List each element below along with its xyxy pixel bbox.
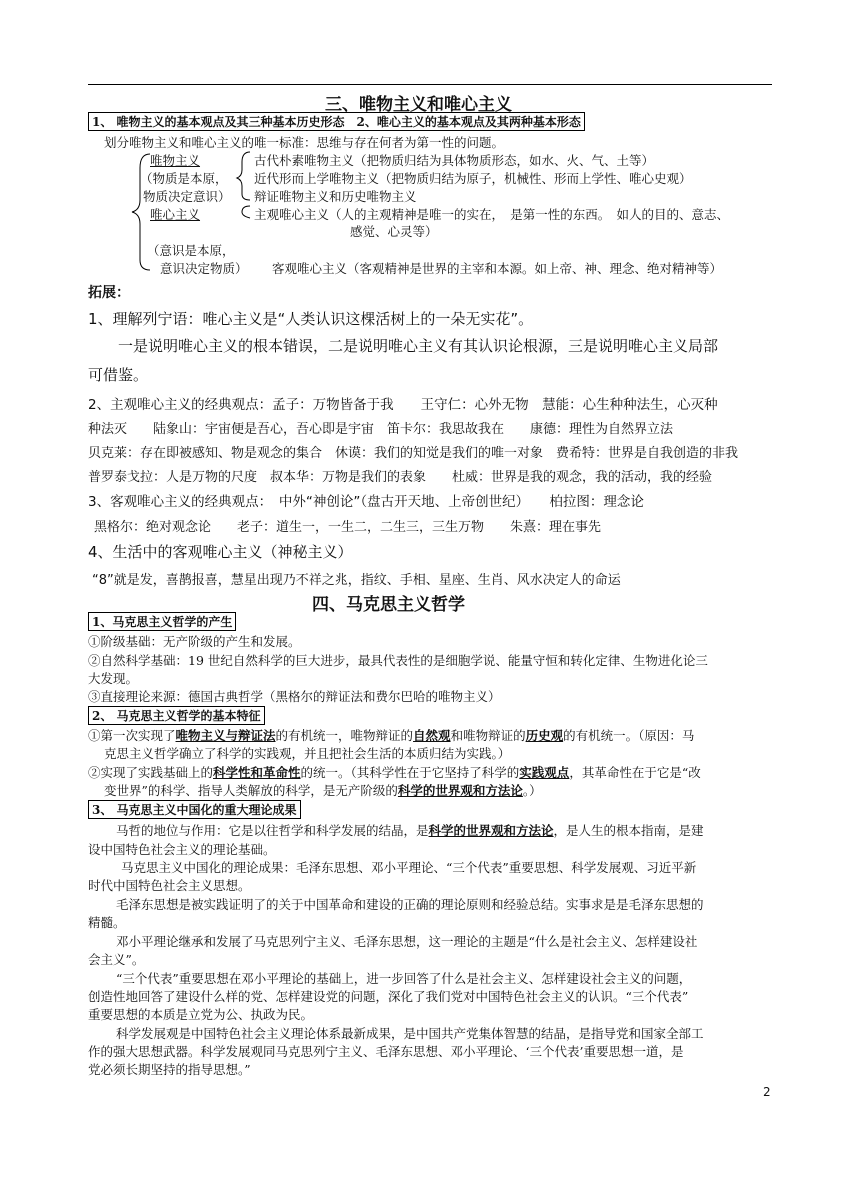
top-rule <box>88 84 772 85</box>
extension-item-1-title: 1、理解列宁语：唯心主义是“人类认识这棵活树上的一朵无实花”。 <box>88 310 534 328</box>
idealism-note-1: （意识是本原， <box>147 243 235 258</box>
feature-2-text: ，其革命性在于它是“改 <box>569 765 701 780</box>
origin-science-basis-a: ②自然科学基础：19 世纪自然科学的巨大进步，最具代表性的是细胞学说、能量守恒和转化定律、生物进化论三 <box>88 653 708 668</box>
feature-2-text: 变世界”的科学、指导人类解放的科学，是无产阶级的 <box>104 783 398 798</box>
feature-1-line-1 <box>88 726 694 744</box>
section-4-box-3: 3、 马克思主义中国化的重大理论成果 <box>88 800 301 819</box>
extension-item-3-line-1: 3、客观唯心主义的经典观点： 中外“神创论”（盘古开天地、上帝创世纪） 柏拉图：理念论 <box>88 494 644 510</box>
form-objective-idealism: 客观唯心主义（客观精神是世界的主宰和本源。如上帝、神、理念、绝对精神等） <box>272 261 723 276</box>
extension-item-2-line-3: 贝克莱：存在即被感知、物是观念的集合 休谟：我们的知觉是我们的唯一对象 费希特：世界是自我创造的非我 <box>88 446 739 461</box>
mao-thought-line-1: 毛泽东思想是被实践证明了的关于中国革命和建设的正确的理论原则和经验总结。实事求是是毛泽东思想的 <box>116 897 704 912</box>
form-dialectical-materialism: 辩证唯物主义和历史唯物主义 <box>254 189 417 204</box>
materialism-note-2: 物质决定意识） <box>143 189 231 204</box>
feature-2-emph-science-revolution: 科学性和革命性 <box>213 765 301 780</box>
extension-item-2-line-2: 种法灭 陆象山：宇宙便是吾心，吾心即是宇宙 笛卡尔：我思故我在 康德：理性为自然界立法 <box>88 422 674 437</box>
materialism-note-1: （物质是本原， <box>140 171 228 186</box>
feature-1-emph-nature-view: 自然观 <box>413 728 451 743</box>
scientific-outlook-line-1: 科学发展观是中国特色社会主义理论体系最新成果，是中国共产党集体智慧的结晶，是指导党和国家全部工 <box>116 1026 704 1041</box>
marxism-role-text: 马哲的地位与作用：它是以往哲学和科学发展的结晶，是 <box>116 823 429 838</box>
feature-2-emph-practice-view: 实践观点 <box>519 765 570 780</box>
feature-1-text: 和唯物辩证的 <box>450 728 526 743</box>
marxism-role-line-1 <box>116 821 704 839</box>
feature-2-line-2 <box>104 781 542 799</box>
three-represents-line-2: 创造性地回答了建设什么样的党、怎样建设党的问题，深化了我们党对中国特色社会主义的认识。“三个代表” <box>88 989 689 1004</box>
origin-class-basis: ①阶级基础：无产阶级的产生和发展。 <box>88 634 301 649</box>
feature-1-text: 的有机统一，唯物辩证的 <box>275 728 414 743</box>
extension-item-1-body-a: 一是说明唯心主义的根本错误，二是说明唯心主义有其认识论根源，三是说明唯心主义局部 <box>118 337 719 355</box>
marxism-role-text: ，是人生的根本指南，是建 <box>553 823 704 838</box>
three-represents-line-1: “三个代表”重要思想在邓小平理论的基础上，进一步回答了什么是社会主义、怎样建设社会主义的问题， <box>116 971 692 986</box>
extension-item-2-line-4: 普罗泰戈拉：人是万物的尺度 叔本华：万物是我们的表象 杜威：世界是我的观念，我的活动，我的经验 <box>88 470 713 485</box>
feature-1-emph-history-view: 历史观 <box>525 728 564 743</box>
extension-item-1-body-b: 可借鉴。 <box>88 366 149 384</box>
idealism-note-2: 意识决定物质） <box>160 261 248 276</box>
marxism-role-line-2: 设中国特色社会主义的理论基础。 <box>88 842 276 857</box>
extension-item-2-line-1: 2、主观唯心主义的经典观点：孟子：万物皆备于我 王守仁：心外无物 慧能：心生种种法生，心灭种 <box>88 397 718 413</box>
extension-item-4-body: “8”就是发，喜鹊报喜，慧星出现乃不祥之兆，指纹、手相、星座、生肖、风水决定人的命运 <box>92 573 621 588</box>
feature-1-line-2: 克思主义哲学确立了科学的实践观，并且把社会生活的本质归结为实践。） <box>104 746 511 761</box>
feature-2-emph-worldview: 科学的世界观和方法论 <box>397 783 523 798</box>
extension-item-3-line-2: 黑格尔：绝对观念论 老子：道生一，一生二，二生三，三生万物 朱熹：理在事先 <box>94 520 602 535</box>
section-4-box-2: 2、 马克思主义哲学的基本特征 <box>88 706 265 725</box>
criterion-text: 划分唯物主义和唯心主义的唯一标准：思维与存在何者为第一性的问题。 <box>104 135 505 150</box>
scientific-outlook-line-3: 党必须长期坚持的指导思想。” <box>88 1062 251 1077</box>
extension-label: 拓展： <box>88 285 130 301</box>
deng-theory-line-2: 会主义”。 <box>88 952 145 967</box>
form-ancient-materialism: 古代朴素唯物主义（把物质归结为具体物质形态，如水、火、气、土等） <box>254 153 655 168</box>
feature-2-text: 。） <box>522 783 542 798</box>
section-4-title: 四、马克思主义哲学 <box>312 595 465 615</box>
deng-theory-line-1: 邓小平理论继承和发展了马克思列宁主义、毛泽东思想，这一理论的主题是“什么是社会主义、怎样建设社 <box>116 934 698 949</box>
form-metaphysical-materialism: 近代形而上学唯物主义（把物质归结为原子，机械性、形而上学性、唯心史观） <box>254 171 692 186</box>
idealism-label: 唯心主义 <box>150 207 201 222</box>
scientific-outlook-line-2: 作的强大思想武器。科学发展观同马克思列宁主义、毛泽东思想、邓小平理论、‘三个代表’重要思想一道，是 <box>88 1044 684 1059</box>
feature-1-emph-materialism-dialectics: 唯物主义与辩证法 <box>175 728 276 743</box>
form-subjective-idealism-cont: 感觉、心灵等） <box>350 224 438 239</box>
feature-1-text: ①第一次实现了 <box>88 728 176 743</box>
feature-2-text: ②实现了实践基础上的 <box>88 765 214 780</box>
section-3-box-heading: 1、 唯物主义的基本观点及其三种基本历史形态 2、唯心主义的基本观点及其两种基本形态 <box>88 112 585 131</box>
feature-1-text: 的有机统一。（原因：马 <box>563 728 695 743</box>
sinicization-results-line-1: 马克思主义中国化的理论成果：毛泽东思想、邓小平理论、“三个代表”重要思想、科学发展观、习近平新 <box>121 860 697 875</box>
origin-theory-source: ③直接理论来源：德国古典哲学（黑格尔的辩证法和费尔巴哈的唯物主义） <box>88 689 501 704</box>
page-number: 2 <box>763 1085 771 1099</box>
form-subjective-idealism: 主观唯心主义（人的主观精神是唯一的实在， 是第一性的东西。 如人的目的、意志、 <box>254 207 730 222</box>
origin-science-basis-b: 大发现。 <box>88 671 139 686</box>
extension-item-4-title: 4、生活中的客观唯心主义（神秘主义） <box>88 543 353 561</box>
marxism-role-emph: 科学的世界观和方法论 <box>428 823 554 838</box>
feature-2-text: 的统一。（其科学性在于它坚持了科学的 <box>300 765 520 780</box>
sinicization-results-line-2: 时代中国特色社会主义思想。 <box>88 878 251 893</box>
materialism-label: 唯物主义 <box>150 153 201 168</box>
three-represents-line-3: 重要思想的本质是立党为公、执政为民。 <box>88 1007 314 1022</box>
section-4-box-1: 1、马克思主义哲学的产生 <box>88 612 236 631</box>
mao-thought-line-2: 精髓。 <box>88 915 126 930</box>
section-3-title: 三、唯物主义和唯心主义 <box>325 95 512 115</box>
feature-2-line-1 <box>88 763 701 781</box>
